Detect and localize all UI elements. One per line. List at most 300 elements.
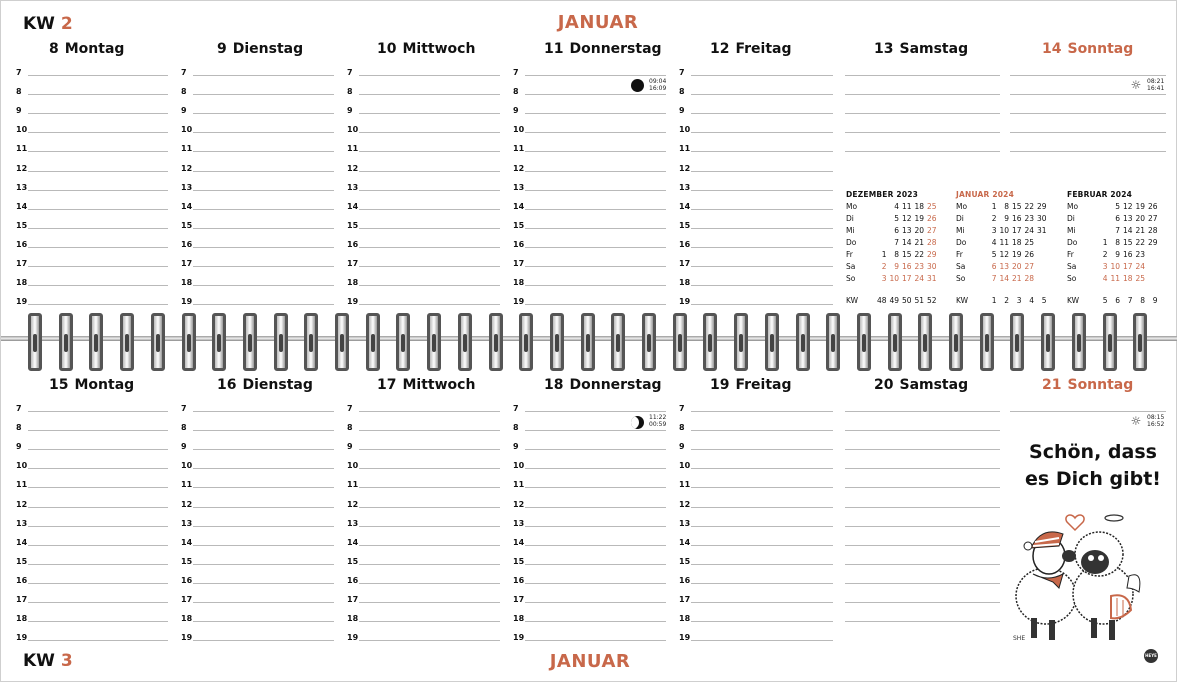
note-line[interactable] bbox=[845, 487, 1000, 488]
hour-line[interactable] bbox=[525, 266, 666, 267]
hour-line[interactable] bbox=[28, 411, 168, 412]
note-line[interactable] bbox=[845, 411, 1000, 412]
weekday-label: Fr bbox=[846, 250, 853, 259]
hour-label: 18 bbox=[513, 278, 525, 288]
hour-label: 7 bbox=[16, 68, 22, 77]
hour-label: 17 bbox=[181, 259, 193, 268]
quote-line-2: es Dich gibt! bbox=[1025, 468, 1161, 490]
hour-line[interactable] bbox=[193, 171, 334, 172]
hour-line[interactable] bbox=[193, 132, 334, 133]
day-header bbox=[49, 377, 134, 393]
hour-line[interactable] bbox=[359, 190, 500, 191]
hour-label: 14 bbox=[679, 201, 691, 211]
hour-line[interactable] bbox=[691, 94, 833, 95]
hour-label: 9 bbox=[16, 442, 22, 452]
hour-line[interactable] bbox=[359, 602, 500, 603]
hour-label: 16 bbox=[513, 239, 525, 249]
binding-ring bbox=[212, 313, 226, 371]
hour-label: 16 bbox=[347, 239, 359, 249]
hour-line[interactable] bbox=[525, 487, 666, 488]
hour-line[interactable] bbox=[691, 468, 833, 469]
note-line[interactable] bbox=[1010, 94, 1166, 95]
hour-line[interactable] bbox=[525, 75, 666, 76]
binding-ring bbox=[734, 313, 748, 371]
hour-label: 13 bbox=[513, 182, 525, 192]
date-cell: 11 bbox=[999, 238, 1009, 247]
hour-line[interactable] bbox=[525, 247, 666, 248]
hour-line[interactable] bbox=[28, 285, 168, 286]
hour-line[interactable] bbox=[359, 94, 500, 95]
note-line[interactable] bbox=[845, 75, 1000, 76]
note-line[interactable] bbox=[845, 151, 1000, 152]
hour-label: 7 bbox=[513, 404, 519, 413]
moonset: 16:09 bbox=[649, 85, 667, 92]
kw-number: 5 bbox=[1102, 296, 1108, 305]
hour-line[interactable] bbox=[193, 468, 334, 469]
hour-label: 8 bbox=[513, 87, 519, 97]
kw-number: 2 bbox=[1004, 296, 1009, 305]
mini-calendar bbox=[956, 189, 1047, 307]
hour-line[interactable] bbox=[359, 209, 500, 210]
hour-label: 8 bbox=[679, 87, 685, 97]
hour-label: 15 bbox=[513, 556, 525, 566]
hour-line[interactable] bbox=[359, 468, 500, 469]
hour-line[interactable] bbox=[525, 640, 666, 641]
note-line[interactable] bbox=[1010, 75, 1166, 76]
hour-line[interactable] bbox=[691, 449, 833, 450]
weekday-label: Do bbox=[846, 238, 857, 247]
date-cell: 17 bbox=[1011, 226, 1022, 235]
hour-label: 9 bbox=[679, 442, 685, 452]
hour-label: 18 bbox=[181, 614, 193, 624]
mini-calendar-row bbox=[956, 237, 1047, 249]
hour-line[interactable] bbox=[359, 430, 500, 431]
kw-label: KW bbox=[956, 296, 969, 305]
note-line[interactable] bbox=[1010, 113, 1166, 114]
hour-line[interactable] bbox=[691, 132, 833, 133]
hour-line[interactable] bbox=[691, 209, 833, 210]
hour-label: 8 bbox=[513, 423, 519, 433]
date-cell: 7 bbox=[991, 274, 997, 283]
hour-line[interactable] bbox=[193, 113, 334, 114]
hour-label: 19 bbox=[513, 633, 525, 643]
hour-line[interactable] bbox=[359, 564, 500, 565]
mini-calendar-row bbox=[956, 261, 1047, 273]
weekday-label: Mi bbox=[846, 226, 855, 235]
date-cell: 25 bbox=[926, 202, 937, 211]
hour-line[interactable] bbox=[28, 430, 168, 431]
hour-line[interactable] bbox=[28, 151, 168, 152]
hour-line[interactable] bbox=[28, 75, 168, 76]
hour-line[interactable] bbox=[525, 468, 666, 469]
moon-times-top bbox=[649, 78, 666, 92]
hour-line[interactable] bbox=[525, 526, 666, 527]
day-number: 9 bbox=[217, 41, 227, 57]
binding-ring bbox=[89, 313, 103, 371]
note-line[interactable] bbox=[845, 507, 1000, 508]
hour-line[interactable] bbox=[359, 487, 500, 488]
date-cell: 12 bbox=[999, 250, 1009, 259]
date-cell: 13 bbox=[901, 226, 912, 235]
hour-line[interactable] bbox=[359, 621, 500, 622]
note-line[interactable] bbox=[845, 113, 1000, 114]
hour-line[interactable] bbox=[193, 411, 334, 412]
hour-line[interactable] bbox=[359, 113, 500, 114]
note-line[interactable] bbox=[845, 545, 1000, 546]
date-cell: 9 bbox=[894, 262, 899, 271]
hour-line[interactable] bbox=[28, 449, 168, 450]
weekday-label: Mi bbox=[1067, 226, 1076, 235]
note-line[interactable] bbox=[1010, 151, 1166, 152]
hour-line[interactable] bbox=[691, 487, 833, 488]
hour-line[interactable] bbox=[525, 602, 666, 603]
day-name: Montag bbox=[64, 41, 125, 57]
day-number: 10 bbox=[377, 41, 397, 57]
hour-label: 16 bbox=[347, 575, 359, 585]
date-cell: 6 bbox=[1115, 214, 1120, 223]
note-line[interactable] bbox=[845, 602, 1000, 603]
hour-label: 18 bbox=[513, 614, 525, 624]
date-cell: 27 bbox=[1147, 214, 1158, 223]
binding-ring bbox=[274, 313, 288, 371]
date-cell: 23 bbox=[914, 262, 924, 271]
hour-line[interactable] bbox=[691, 171, 833, 172]
mini-calendar-row bbox=[956, 273, 1047, 285]
hour-line[interactable] bbox=[359, 266, 500, 267]
hour-line[interactable] bbox=[525, 304, 666, 305]
week-number-bottom bbox=[23, 651, 73, 671]
mini-calendar-table bbox=[846, 201, 937, 307]
hour-line[interactable] bbox=[28, 564, 168, 565]
mini-calendar-row bbox=[846, 273, 937, 285]
hour-line[interactable] bbox=[28, 113, 168, 114]
binding-ring bbox=[120, 313, 134, 371]
hour-label: 7 bbox=[347, 404, 353, 413]
hour-line[interactable] bbox=[28, 602, 168, 603]
hour-line[interactable] bbox=[691, 564, 833, 565]
hour-line[interactable] bbox=[691, 285, 833, 286]
hour-line[interactable] bbox=[28, 640, 168, 641]
hour-label: 8 bbox=[16, 87, 22, 97]
hour-line[interactable] bbox=[525, 209, 666, 210]
hour-line[interactable] bbox=[525, 507, 666, 508]
note-line[interactable] bbox=[845, 449, 1000, 450]
date-cell: 6 bbox=[991, 262, 997, 271]
binding-ring bbox=[243, 313, 257, 371]
note-line[interactable] bbox=[1010, 132, 1166, 133]
hour-line[interactable] bbox=[193, 564, 334, 565]
hour-line[interactable] bbox=[193, 94, 334, 95]
kw-number: 2 bbox=[60, 14, 73, 34]
hour-line[interactable] bbox=[525, 132, 666, 133]
hour-line[interactable] bbox=[193, 304, 334, 305]
hour-line[interactable] bbox=[525, 430, 666, 431]
note-line[interactable] bbox=[845, 468, 1000, 469]
hour-line[interactable] bbox=[28, 132, 168, 133]
note-line[interactable] bbox=[845, 621, 1000, 622]
hour-label: 17 bbox=[679, 259, 691, 268]
hour-label: 11 bbox=[181, 144, 193, 154]
hour-line[interactable] bbox=[359, 285, 500, 286]
hour-label: 16 bbox=[181, 575, 193, 585]
note-line[interactable] bbox=[845, 564, 1000, 565]
date-cell: 20 bbox=[914, 226, 924, 235]
hour-label: 19 bbox=[679, 297, 691, 307]
hour-line[interactable] bbox=[193, 190, 334, 191]
hour-line[interactable] bbox=[525, 171, 666, 172]
mini-calendar-row bbox=[846, 201, 937, 213]
hour-line[interactable] bbox=[691, 602, 833, 603]
date-cell: 19 bbox=[914, 214, 924, 223]
hour-line[interactable] bbox=[359, 75, 500, 76]
hour-line[interactable] bbox=[359, 228, 500, 229]
hour-line[interactable] bbox=[193, 285, 334, 286]
hour-label: 12 bbox=[513, 163, 525, 173]
hour-label: 15 bbox=[16, 220, 28, 230]
hour-line[interactable] bbox=[691, 151, 833, 152]
hour-line[interactable] bbox=[359, 304, 500, 305]
hour-line[interactable] bbox=[359, 640, 500, 641]
kw-number: 1 bbox=[991, 296, 997, 305]
weekday-label: So bbox=[846, 274, 856, 283]
note-line[interactable] bbox=[845, 430, 1000, 431]
hour-line[interactable] bbox=[193, 151, 334, 152]
hour-line[interactable] bbox=[691, 190, 833, 191]
hour-line[interactable] bbox=[28, 171, 168, 172]
hour-label: 18 bbox=[347, 614, 359, 624]
binding-ring bbox=[642, 313, 656, 371]
note-line[interactable] bbox=[845, 583, 1000, 584]
date-cell: 8 bbox=[894, 250, 899, 259]
date-cell: 27 bbox=[1024, 262, 1034, 271]
hour-line[interactable] bbox=[28, 209, 168, 210]
month-title-bottom: JANUAR bbox=[549, 651, 631, 672]
hour-line[interactable] bbox=[28, 487, 168, 488]
hour-label: 14 bbox=[16, 537, 28, 547]
hour-line[interactable] bbox=[28, 621, 168, 622]
binding-ring bbox=[1010, 313, 1024, 371]
hour-label: 12 bbox=[16, 163, 28, 173]
hour-label: 15 bbox=[679, 556, 691, 566]
mini-calendar-row bbox=[1067, 237, 1158, 249]
hour-line[interactable] bbox=[691, 507, 833, 508]
mini-calendar-row bbox=[956, 201, 1047, 213]
hour-label: 12 bbox=[679, 163, 691, 173]
date-cell bbox=[1095, 201, 1108, 213]
hour-line[interactable] bbox=[691, 545, 833, 546]
hour-label: 17 bbox=[347, 259, 359, 268]
hour-label: 15 bbox=[181, 220, 193, 230]
hour-line[interactable] bbox=[525, 151, 666, 152]
hour-label: 14 bbox=[679, 537, 691, 547]
hour-line[interactable] bbox=[691, 621, 833, 622]
kw-number: 7 bbox=[1127, 296, 1133, 305]
hour-label: 13 bbox=[16, 518, 28, 528]
date-cell: 7 bbox=[894, 238, 899, 247]
binding-ring bbox=[151, 313, 165, 371]
kw-number: 49 bbox=[889, 296, 899, 305]
binding-ring bbox=[949, 313, 963, 371]
hour-line[interactable] bbox=[193, 545, 334, 546]
hour-line[interactable] bbox=[28, 526, 168, 527]
kw-number: 9 bbox=[1152, 296, 1158, 305]
note-line[interactable] bbox=[845, 94, 1000, 95]
hour-line[interactable] bbox=[359, 151, 500, 152]
day-number: 18 bbox=[544, 377, 564, 393]
hour-label: 10 bbox=[16, 461, 28, 471]
hour-label: 14 bbox=[16, 201, 28, 211]
hour-line[interactable] bbox=[691, 266, 833, 267]
hour-line[interactable] bbox=[525, 285, 666, 286]
hour-label: 10 bbox=[513, 125, 525, 135]
hour-line[interactable] bbox=[28, 190, 168, 191]
weekday-label: Sa bbox=[1067, 262, 1077, 271]
hour-line[interactable] bbox=[359, 583, 500, 584]
binding-ring bbox=[857, 313, 871, 371]
hour-line[interactable] bbox=[525, 621, 666, 622]
hour-line[interactable] bbox=[525, 564, 666, 565]
hour-line[interactable] bbox=[193, 487, 334, 488]
hour-label: 19 bbox=[181, 633, 193, 643]
date-cell: 8 bbox=[1004, 202, 1009, 211]
mini-calendar-kw-row bbox=[1067, 295, 1158, 307]
date-cell: 11 bbox=[901, 202, 912, 211]
weekday-label: So bbox=[1067, 274, 1077, 283]
publisher-logo: HEYE bbox=[1144, 649, 1158, 663]
hour-line[interactable] bbox=[359, 545, 500, 546]
hour-line[interactable] bbox=[193, 209, 334, 210]
hour-line[interactable] bbox=[691, 411, 833, 412]
date-cell: 3 bbox=[881, 274, 887, 283]
hour-label: 10 bbox=[679, 125, 691, 135]
hour-line[interactable] bbox=[359, 507, 500, 508]
binding-ring bbox=[335, 313, 349, 371]
note-line[interactable] bbox=[845, 526, 1000, 527]
hour-line[interactable] bbox=[28, 304, 168, 305]
hour-line[interactable] bbox=[359, 411, 500, 412]
mini-calendar-row bbox=[1067, 261, 1158, 273]
date-cell: 3 bbox=[991, 226, 997, 235]
hour-line[interactable] bbox=[691, 640, 833, 641]
hour-line[interactable] bbox=[28, 545, 168, 546]
binding-ring bbox=[396, 313, 410, 371]
hour-line[interactable] bbox=[359, 449, 500, 450]
date-cell: 13 bbox=[999, 262, 1009, 271]
day-name: Freitag bbox=[735, 41, 792, 57]
hour-line[interactable] bbox=[691, 430, 833, 431]
binding-ring bbox=[673, 313, 687, 371]
date-cell: 28 bbox=[1147, 226, 1158, 235]
sun-icon: ☼ bbox=[1130, 414, 1142, 428]
moon-times-bottom bbox=[649, 414, 666, 428]
date-cell: 14 bbox=[1122, 226, 1133, 235]
hour-label: 19 bbox=[513, 297, 525, 307]
hour-line[interactable] bbox=[193, 507, 334, 508]
hour-line[interactable] bbox=[525, 583, 666, 584]
hour-line[interactable] bbox=[193, 247, 334, 248]
day-header bbox=[1042, 377, 1133, 393]
hour-line[interactable] bbox=[28, 247, 168, 248]
hour-line[interactable] bbox=[193, 602, 334, 603]
hour-line[interactable] bbox=[28, 266, 168, 267]
hour-line[interactable] bbox=[193, 526, 334, 527]
date-cell: 14 bbox=[901, 238, 912, 247]
hour-line[interactable] bbox=[28, 228, 168, 229]
hour-line[interactable] bbox=[525, 190, 666, 191]
hour-line[interactable] bbox=[691, 228, 833, 229]
hour-line[interactable] bbox=[691, 113, 833, 114]
date-cell bbox=[1145, 273, 1158, 285]
hour-line[interactable] bbox=[525, 449, 666, 450]
hour-line[interactable] bbox=[691, 247, 833, 248]
binding-ring bbox=[1072, 313, 1086, 371]
hour-line[interactable] bbox=[193, 266, 334, 267]
date-cell: 10 bbox=[889, 274, 899, 283]
hour-line[interactable] bbox=[28, 507, 168, 508]
hour-line[interactable] bbox=[359, 247, 500, 248]
hour-line[interactable] bbox=[691, 75, 833, 76]
date-cell: 15 bbox=[901, 250, 912, 259]
quote bbox=[1013, 439, 1173, 493]
hour-label: 19 bbox=[347, 633, 359, 643]
mini-calendar-row bbox=[956, 213, 1047, 225]
hour-line[interactable] bbox=[193, 75, 334, 76]
note-line[interactable] bbox=[1010, 411, 1166, 412]
date-cell: 8 bbox=[1115, 238, 1120, 247]
hour-line[interactable] bbox=[193, 449, 334, 450]
hour-line[interactable] bbox=[525, 94, 666, 95]
hour-label: 19 bbox=[16, 297, 28, 307]
hour-line[interactable] bbox=[28, 94, 168, 95]
hour-label: 11 bbox=[16, 480, 28, 490]
hour-line[interactable] bbox=[525, 545, 666, 546]
date-cell: 10 bbox=[1110, 262, 1120, 271]
weekday-label: Mo bbox=[956, 202, 968, 211]
hour-line[interactable] bbox=[28, 468, 168, 469]
hour-label: 11 bbox=[679, 480, 691, 490]
day-header bbox=[710, 41, 792, 57]
hour-line[interactable] bbox=[525, 411, 666, 412]
hour-line[interactable] bbox=[359, 171, 500, 172]
date-cell: 15 bbox=[1122, 238, 1133, 247]
hour-label: 14 bbox=[181, 537, 193, 547]
weekday-label: Do bbox=[956, 238, 967, 247]
hour-line[interactable] bbox=[193, 583, 334, 584]
hour-line[interactable] bbox=[193, 228, 334, 229]
hour-line[interactable] bbox=[525, 113, 666, 114]
hour-line[interactable] bbox=[193, 640, 334, 641]
mini-calendar-row bbox=[1067, 201, 1158, 213]
hour-label: 9 bbox=[16, 106, 22, 116]
hour-line[interactable] bbox=[28, 583, 168, 584]
kw-number: 3 bbox=[60, 651, 73, 671]
hour-line[interactable] bbox=[193, 621, 334, 622]
hour-line[interactable] bbox=[359, 132, 500, 133]
hour-label: 8 bbox=[181, 423, 187, 433]
hour-label: 12 bbox=[679, 499, 691, 509]
moonrise: 11:22 bbox=[649, 414, 667, 421]
sunset: 16:52 bbox=[1147, 421, 1165, 428]
hour-line[interactable] bbox=[691, 304, 833, 305]
day-name: Dienstag bbox=[242, 377, 313, 393]
hour-line[interactable] bbox=[193, 430, 334, 431]
hour-label: 10 bbox=[181, 125, 193, 135]
hour-line[interactable] bbox=[359, 526, 500, 527]
hour-line[interactable] bbox=[691, 526, 833, 527]
hour-line[interactable] bbox=[525, 228, 666, 229]
hour-line[interactable] bbox=[691, 583, 833, 584]
note-line[interactable] bbox=[845, 132, 1000, 133]
